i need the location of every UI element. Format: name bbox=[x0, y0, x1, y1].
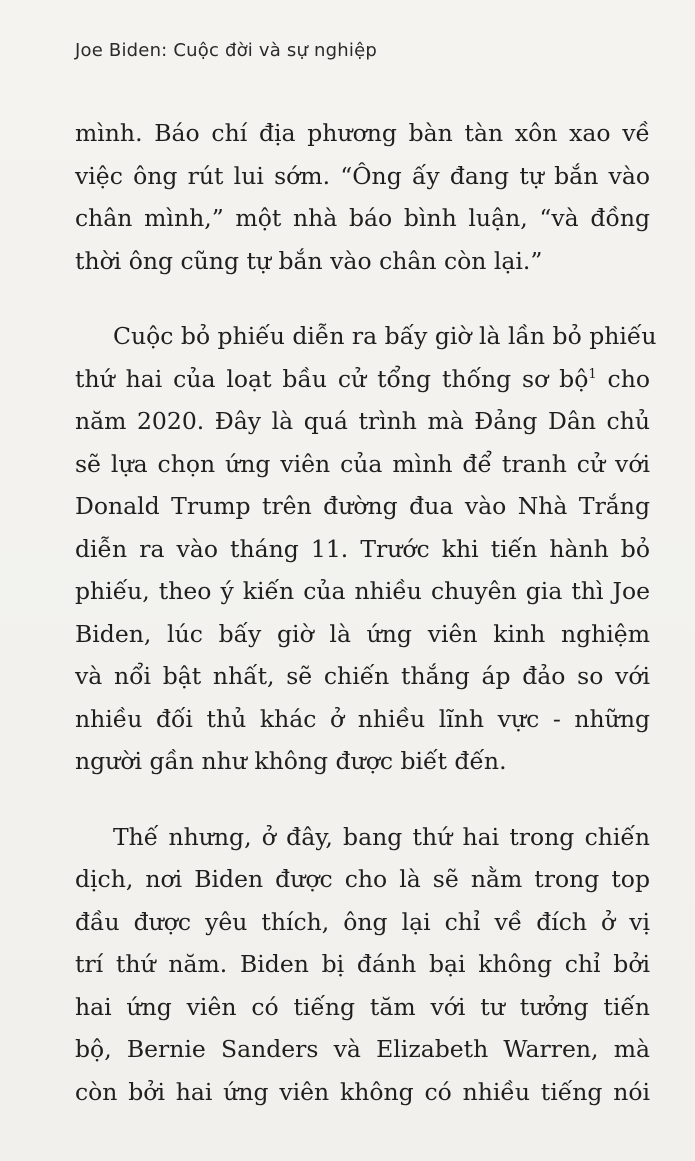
text-line: bộ, Bernie Sanders và Elizabeth Warren, mà bbox=[75, 1035, 650, 1063]
text-line: diễn ra vào tháng 11. Trước khi tiến hành bỏ bbox=[75, 534, 650, 563]
text-line: Biden, lúc bấy giờ là ứng viên kinh nghiệm bbox=[75, 619, 650, 648]
text-line: mình. Báo chí địa phương bàn tàn xôn xao về bbox=[75, 119, 650, 147]
text-line-part: cho bbox=[596, 364, 650, 393]
text-line: trí thứ năm. Biden bị đánh bại không chỉ bởi bbox=[75, 950, 650, 978]
text-line: dịch, nơi Biden được cho là sẽ nằm trong top bbox=[75, 865, 650, 893]
text-line: phiếu, theo ý kiến của nhiều chuyên gia thì Joe bbox=[75, 577, 650, 605]
running-header: Joe Biden: Cuộc đời và sự nghiệp bbox=[75, 40, 377, 61]
text-line: còn bởi hai ứng viên không có nhiều tiếng nói bbox=[75, 1077, 650, 1106]
text-line: nhiều đối thủ khác ở nhiều lĩnh vực - những bbox=[75, 704, 650, 733]
footnote-marker: 1 bbox=[588, 366, 597, 382]
text-line-part: thứ hai của loạt bầu cử tổng thống sơ bộ bbox=[75, 364, 589, 393]
text-line: chân mình,” một nhà báo bình luận, “và đồng bbox=[75, 204, 650, 232]
text-line: hai ứng viên có tiếng tăm với tư tưởng tiến bbox=[75, 992, 650, 1021]
text-line: đầu được yêu thích, ông lại chỉ về đích ở vị bbox=[75, 907, 650, 936]
text-line: Donald Trump trên đường đua vào Nhà Trắng bbox=[75, 492, 650, 520]
text-line: Cuộc bỏ phiếu diễn ra bấy giờ là lần bỏ phiếu bbox=[113, 322, 657, 350]
text-line: việc ông rút lui sớm. “Ông ấy đang tự bắn vào bbox=[75, 161, 650, 190]
text-line: Thế nhưng, ở đây, bang thứ hai trong chiến bbox=[113, 822, 650, 851]
paragraph-gap bbox=[75, 282, 650, 315]
text-line: sẽ lựa chọn ứng viên của mình để tranh cử với bbox=[75, 449, 650, 478]
paragraph-gap bbox=[75, 783, 650, 816]
text-line: và nổi bật nhất, sẽ chiến thắng áp đảo so với bbox=[75, 662, 650, 690]
text-line: năm 2020. Đây là quá trình mà Đảng Dân chủ bbox=[75, 407, 650, 435]
body-text bbox=[75, 112, 657, 1113]
text-line-with-footnote bbox=[75, 358, 650, 401]
text-line: thời ông cũng tự bắn vào chân còn lại.” bbox=[75, 246, 543, 275]
text-line: người gần như không được biết đến. bbox=[75, 747, 507, 775]
